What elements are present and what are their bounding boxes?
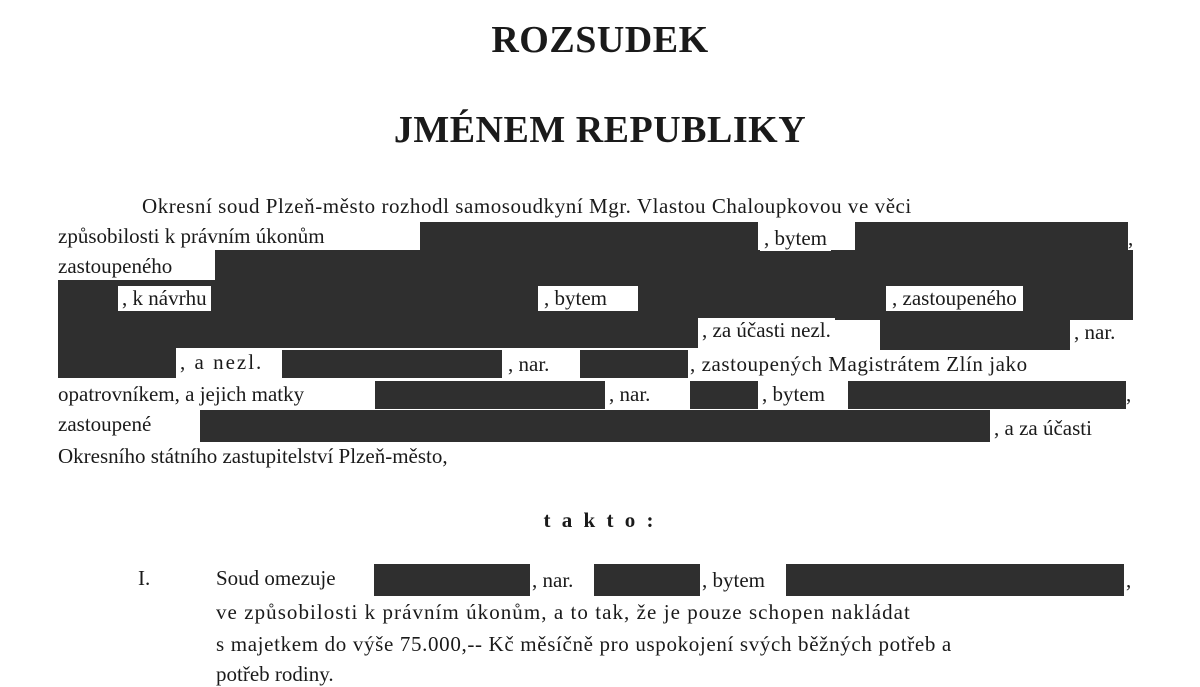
intro-line-1: Okresní soud Plzeň-město rozhodl samosoudkyní Mgr. Vlastou Chaloupkovou ve věci <box>142 194 912 218</box>
item-line-4: potřeb rodiny. <box>216 662 334 686</box>
intro-text: , nar. <box>605 382 654 407</box>
redaction-block <box>594 564 700 596</box>
item-text: , <box>1126 568 1132 592</box>
intro-text: , bytem <box>758 382 829 407</box>
intro-text: , za účasti nezl. <box>698 318 835 343</box>
redaction-block <box>200 410 990 442</box>
intro-text: opatrovníkem, a jejich matky <box>58 382 305 406</box>
redaction-block <box>848 381 1126 409</box>
document-title: ROZSUDEK <box>491 19 709 61</box>
intro-text: , bytem <box>760 226 831 251</box>
item-text: , nar. <box>532 568 574 592</box>
redaction-block <box>374 564 530 596</box>
redaction-block <box>786 564 1124 596</box>
intro-text: způsobilosti k právním úkonům <box>58 224 325 248</box>
item-text: Soud omezuje <box>216 566 336 590</box>
item-line-2: ve způsobilosti k právním úkonům, a to tak, že je pouze schopen nakládat <box>216 600 911 624</box>
intro-text: , <box>1126 382 1132 406</box>
intro-text: , <box>1128 226 1134 250</box>
redaction-block <box>58 318 698 348</box>
document-subtitle: JMÉNEM REPUBLIKY <box>393 109 807 151</box>
item-line-3: s majetkem do výše 75.000,-- Kč měsíčně pro uspokojení svých běžných potřeb a <box>216 632 952 656</box>
intro-text: , a za účasti <box>994 416 1092 440</box>
intro-text: zastoupené <box>58 412 152 436</box>
intro-text: , a nezl. <box>176 350 282 375</box>
redaction-block <box>375 381 605 409</box>
intro-text: , nar. <box>1074 320 1116 344</box>
redaction-block <box>58 346 176 378</box>
intro-text: , nar. <box>502 352 580 377</box>
intro-text: , k návrhu <box>118 286 211 311</box>
redaction-block <box>880 318 1070 350</box>
redaction-block <box>282 350 502 378</box>
intro-text: , zastoupeného <box>886 286 1023 311</box>
item-text: , bytem <box>702 568 765 592</box>
redaction-block <box>855 222 1128 250</box>
intro-text: , bytem <box>538 286 638 311</box>
intro-line-9: Okresního státního zastupitelství Plzeň-město, <box>58 444 448 468</box>
intro-text: zastoupeného <box>58 254 173 278</box>
redaction-block <box>215 250 1133 284</box>
item-number: I. <box>138 566 151 590</box>
redaction-block <box>580 350 688 378</box>
redaction-block <box>690 381 758 409</box>
verdict-heading: t a k t o : <box>543 508 657 532</box>
redaction-block <box>420 222 758 250</box>
intro-text: , zastoupených Magistrátem Zlín jako <box>690 352 1028 376</box>
